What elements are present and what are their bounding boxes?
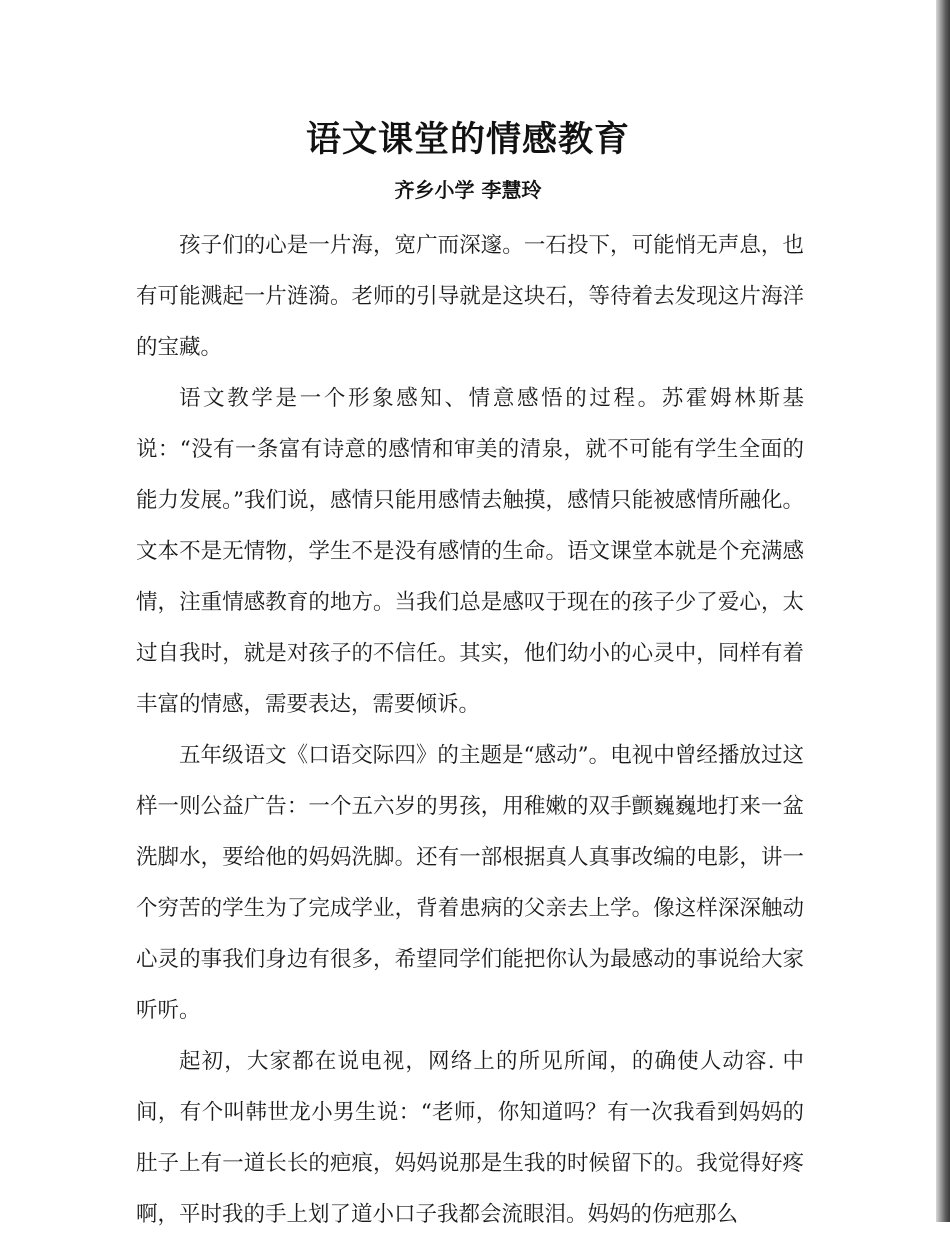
paragraph-3: 五年级语文《口语交际四》的主题是“感动”。电视中曾经播放过这样一则公益广告：一个五六岁的男孩，用稚嫩的双手颤巍巍地打来一盆洗脚水，要给他的妈妈洗脚。还有一部根据真人真事改编的电影，讲一个穷苦的学生为了完成学业，背着患病的父亲去上学。像这样深深触动心灵的事我们身边有很多，希望同学们能把你认为最感动的事说给大家听听。 <box>136 743 804 1023</box>
page-edge-shadow <box>936 0 950 1222</box>
paragraph-1: 孩子们的心是一片海，宽广而深邃。一石投下，可能悄无声息，也有可能溅起一片涟漪。老师的引导就是这块石，等待着去发现这片海洋的宝藏。 <box>136 233 804 360</box>
paragraph-2: 语文教学是一个形象感知、情意感悟的过程。苏霍姆林斯基说：“没有一条富有诗意的感情和审美的清泉，就不可能有学生全面的能力发展。”我们说，感情只能用感情去触摸，感情只能被感情所融化。文本不是无情物，学生不是没有感情的生命。语文课堂本就是个充满感情，注重情感教育的地方。当我们总是感叹于现在的孩子少了爱心，太过自我时，就是对孩子的不信任。其实，他们幼小的心灵中，同样有着丰富的情感，需要表达，需要倾诉。 <box>136 386 804 717</box>
document-body <box>136 220 804 1240</box>
document-title: 语文课堂的情感教育 <box>305 120 630 160</box>
document-author: 齐乡小学 李慧玲 <box>394 178 542 202</box>
paragraph-4: 起初，大家都在说电视，网络上的所见所闻，的确使人动容. 中间，有个叫韩世龙小男生说：“老师，你知道吗？有一次我看到妈妈的肚子上有一道长长的疤痕，妈妈说那是生我的时候留下的。我觉得好疼啊，平时我的手上划了道小口子我都会流眼泪。妈妈的伤疤那么 <box>136 1049 804 1227</box>
